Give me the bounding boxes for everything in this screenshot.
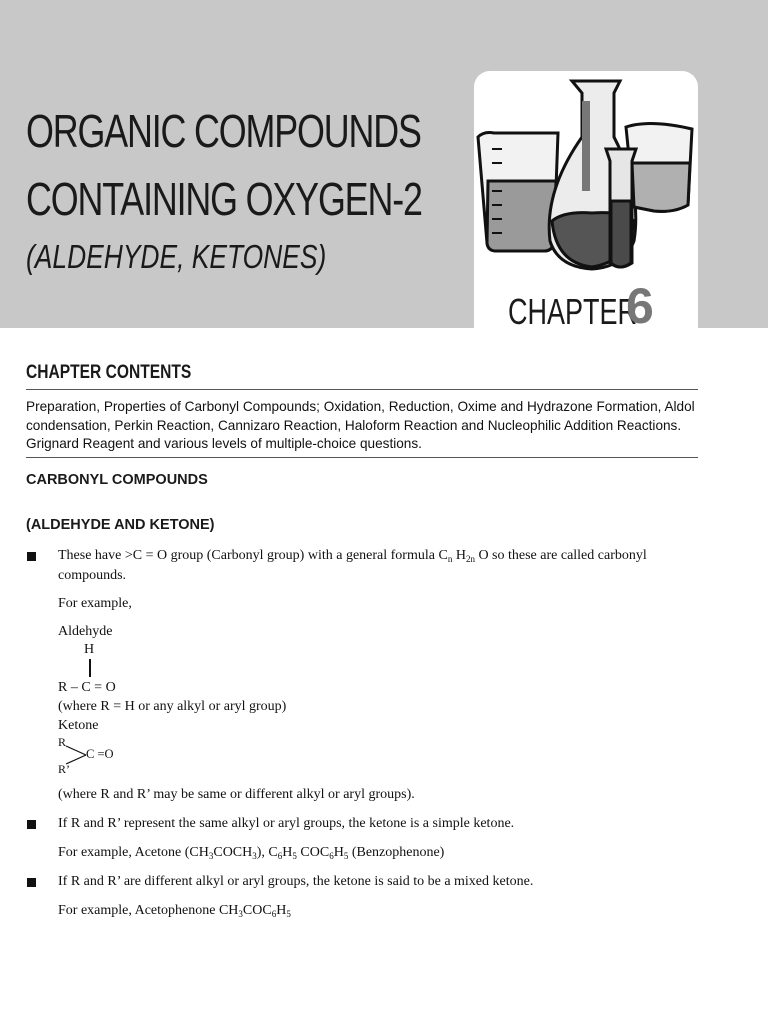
ketone-note: (where R and R’ may be same or different alkyl or aryl groups). xyxy=(58,787,415,802)
bullet-icon xyxy=(27,820,36,829)
paragraph-mixed-ketone: If R and R’ are different alkyl or aryl groups, the ketone is said to be a mixed ketone. xyxy=(58,874,534,889)
chapter-title-line-2: CONTAINING OXYGEN-2 xyxy=(26,173,422,225)
ketone-r-prime: R’ xyxy=(58,762,70,776)
chapter-contents-text: Preparation, Properties of Carbonyl Compounds; Oxidation, Reduction, Oxime and Hydrazone Formation, Aldol condensation, Perkin Reaction, Cannizaro Reaction, Haloform Reaction and Nucleophilic Addition Reactions. Grignard Reagent and various levels of multiple-choice questions. xyxy=(26,399,695,452)
aldehyde-label: Aldehyde xyxy=(58,624,113,639)
paragraph-general-formula-cont: compounds. xyxy=(58,568,127,583)
ketone-carbonyl: C =O xyxy=(86,747,114,761)
paragraph-simple-ketone: If R and R’ represent the same alkyl or aryl groups, the ketone is a simple ketone. xyxy=(58,816,515,831)
mixed-ketone-example: For example, Acetophenone $CH_3COC_6H_5$ xyxy=(58,903,291,919)
section-heading-aldehyde-ketone: (ALDEHYDE AND KETONE) xyxy=(26,517,215,533)
ketone-label: Ketone xyxy=(58,718,99,733)
aldehyde-note: (where R = H or any alkyl or aryl group) xyxy=(58,699,287,714)
paragraph-general-formula: These have >C = O group (Carbonyl group) with a general formula $C_n$ $H_{2n}$ O so these are called carbonyl xyxy=(58,548,647,564)
divider xyxy=(26,457,698,458)
chapter-card xyxy=(474,71,698,334)
chapter-contents-heading: CHAPTER CONTENTS xyxy=(26,362,192,383)
bond-line xyxy=(89,659,91,677)
aldehyde-hydrogen: H xyxy=(84,642,95,657)
section-heading-carbonyl: CARBONYL COMPOUNDS xyxy=(26,472,208,488)
aldehyde-formula: R – C = O xyxy=(58,680,116,695)
lab-beakers-icon xyxy=(474,71,698,281)
simple-ketone-example: For example, Acetone $(CH_3COCH_3)$, $C_6H_5$ $COC_6H_5$ (Benzophenone) xyxy=(58,845,445,861)
chapter-subtitle: (ALDEHYDE, KETONES) xyxy=(26,238,327,275)
divider xyxy=(26,389,698,390)
chapter-label: CHAPTER xyxy=(508,291,638,332)
bullet-icon xyxy=(27,552,36,561)
ketone-r: R xyxy=(58,735,67,749)
for-example-text: For example, xyxy=(58,596,132,611)
chapter-number: 6 xyxy=(626,278,654,334)
chapter-title-line-1: ORGANIC COMPOUNDS xyxy=(26,105,421,157)
bullet-icon xyxy=(27,878,36,887)
